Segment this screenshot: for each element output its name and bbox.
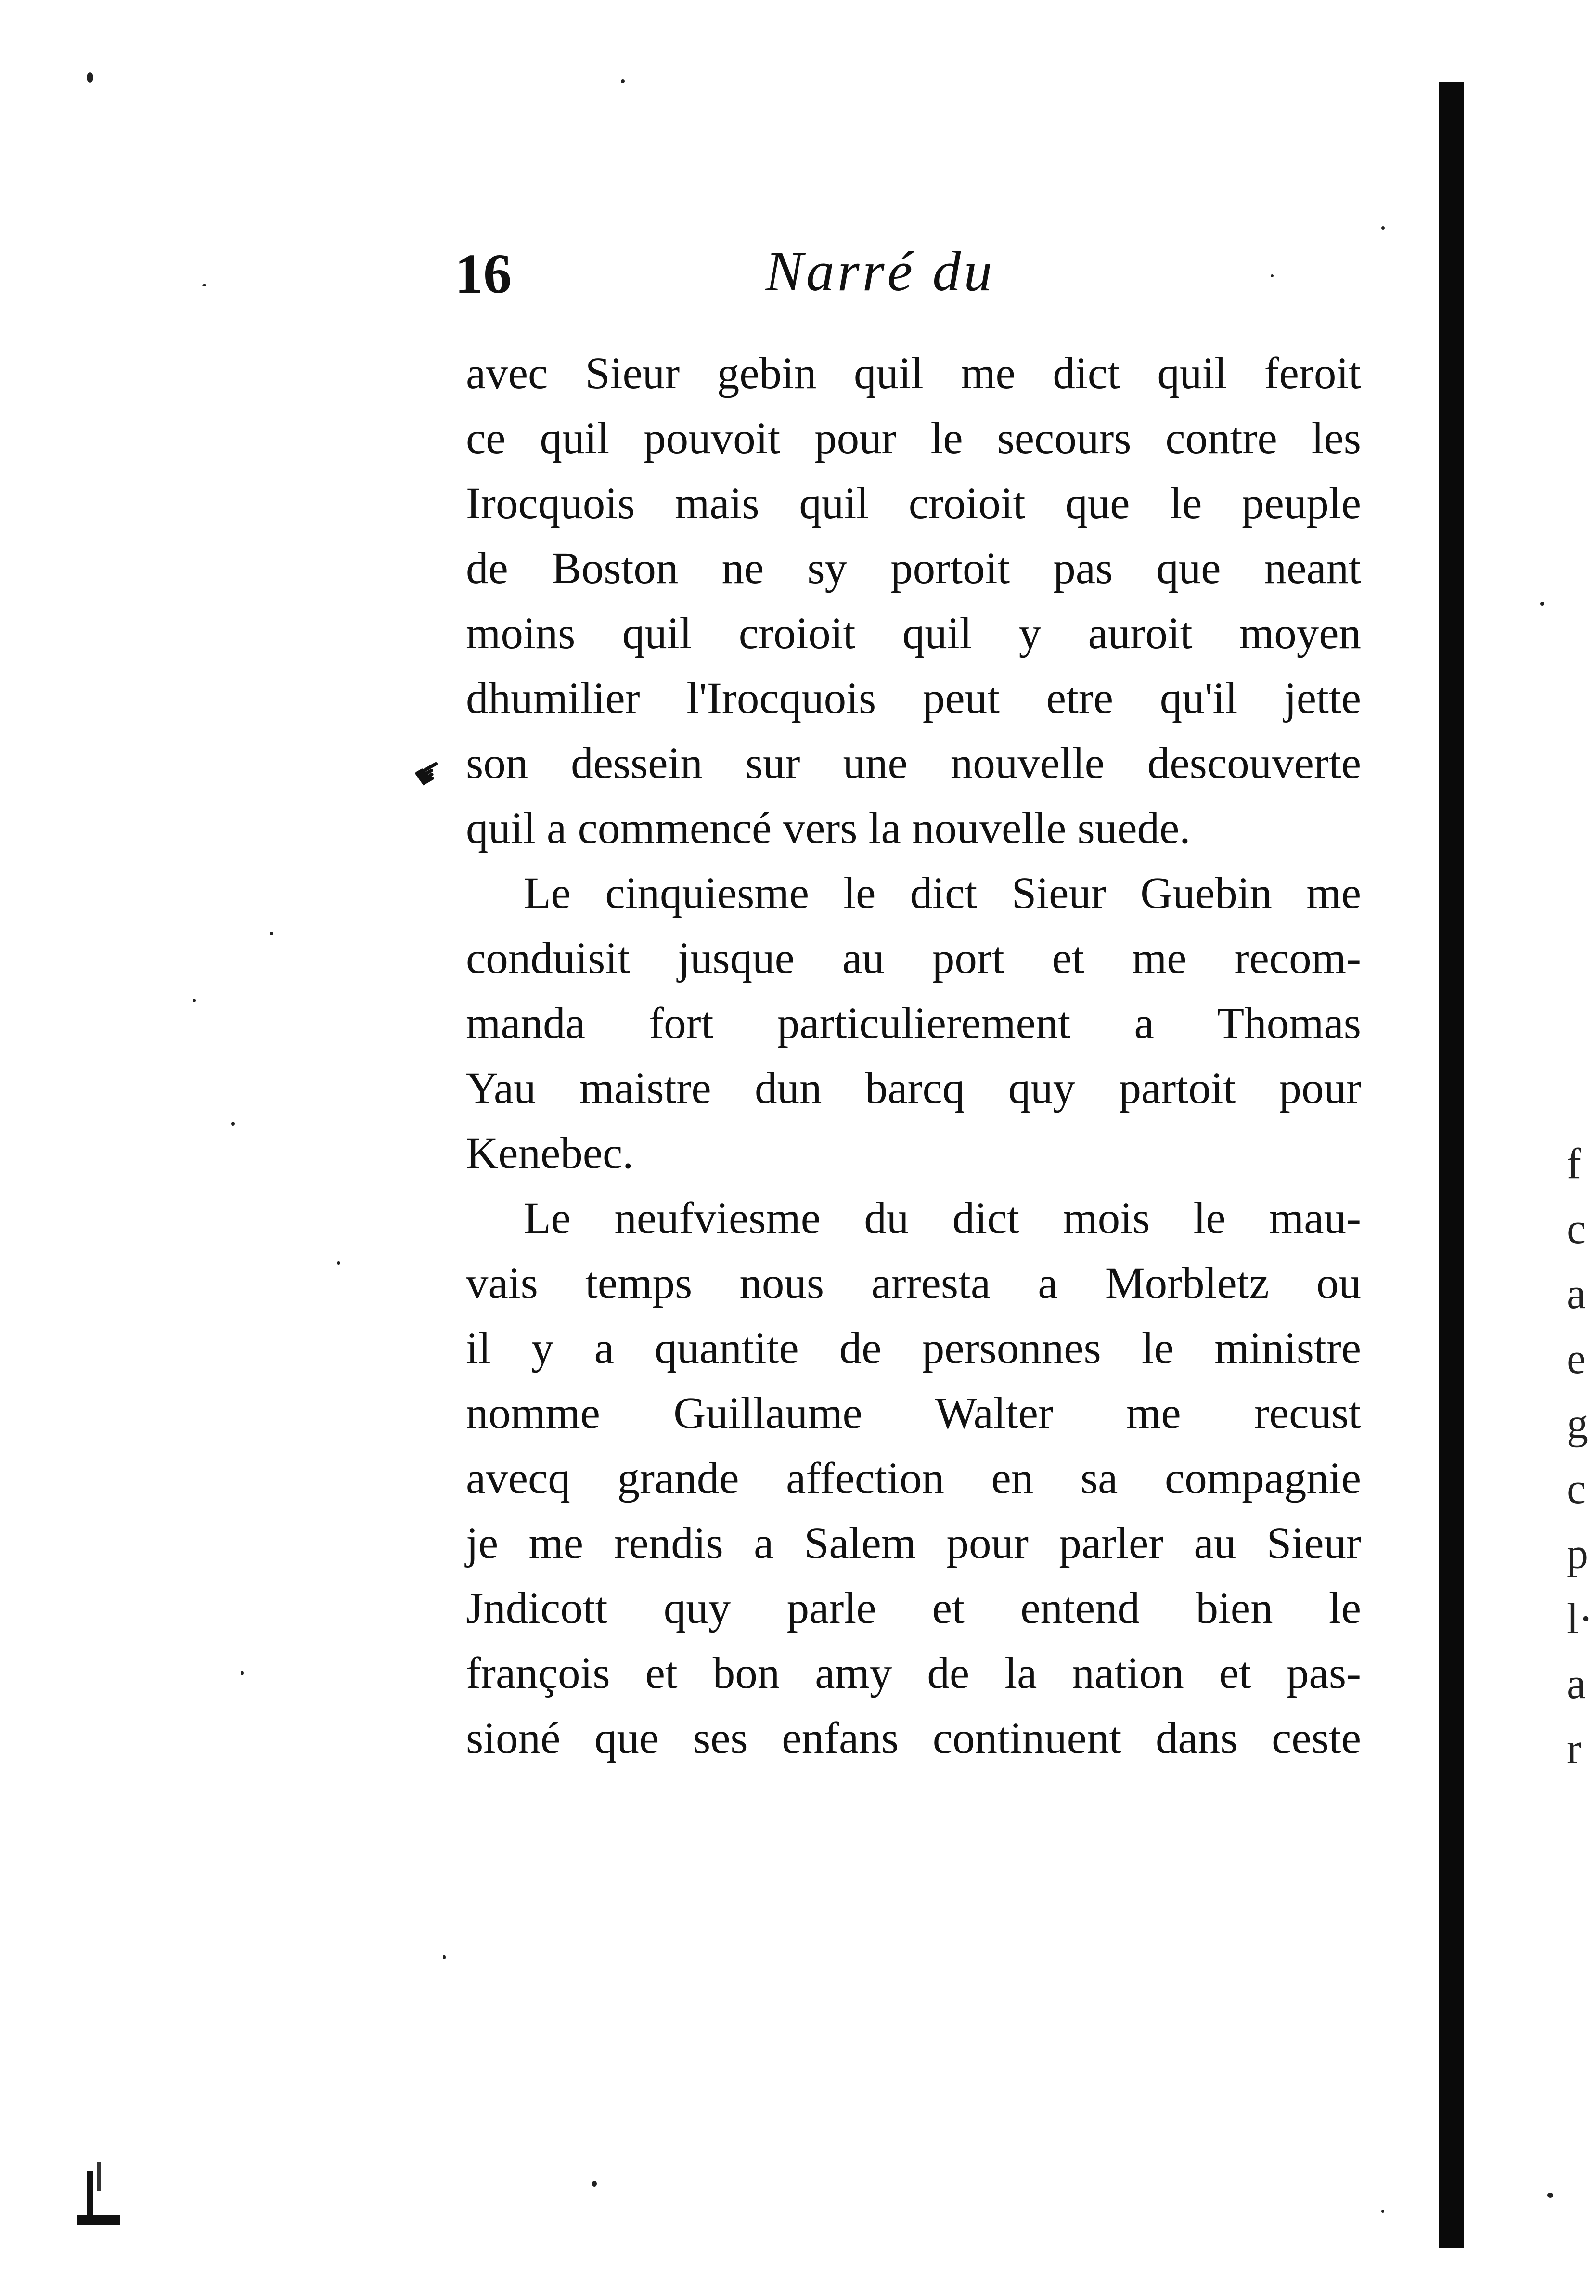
scan-speck: [241, 1671, 244, 1675]
facing-letter: f: [1567, 1140, 1581, 1188]
scan-speck: [337, 1261, 340, 1265]
scan-speck: [270, 932, 273, 935]
text-line: manda fort particulierement a Thomas: [466, 999, 1361, 1048]
text-line: avec Sieur gebin quil me dict quil feroit: [466, 349, 1361, 398]
facing-letter: c: [1567, 1465, 1586, 1513]
text-line: conduisit jusque au port et me recom-: [466, 934, 1361, 983]
page-number: 16: [455, 242, 512, 305]
book-gutter-shadow: [1439, 82, 1464, 2248]
text-line: Irocquois mais quil croioit que le peuple: [466, 479, 1361, 528]
scan-speck: [87, 72, 93, 83]
pointing-hand-icon: ☛: [406, 748, 452, 798]
text-line: je me rendis a Salem pour parler au Sieur: [466, 1518, 1361, 1568]
text-line: Yau maistre dun barcq quy partoit pour: [466, 1064, 1361, 1113]
scan-speck: [1381, 2210, 1384, 2213]
scan-speck: [1547, 2193, 1553, 2198]
facing-letter: c: [1567, 1205, 1586, 1253]
text-line: françois et bon amy de la nation et pas-: [466, 1648, 1361, 1698]
scan-speck: [1271, 274, 1274, 277]
text-line: nomme Guillaume Walter me recust: [466, 1388, 1361, 1438]
scan-speck: [1381, 226, 1385, 230]
facing-letter: l·: [1567, 1595, 1593, 1643]
text-line: sioné que ses enfans continuent dans ceste: [466, 1713, 1361, 1763]
text-line: moins quil croioit quil y auroit moyen: [466, 609, 1361, 658]
facing-letter: g: [1567, 1400, 1588, 1448]
scan-speck: [231, 1122, 235, 1126]
scan-speck: [1540, 602, 1544, 606]
scan-speck: [592, 2181, 597, 2187]
text-line: son dessein sur une nouvelle descouverte: [466, 739, 1361, 788]
text-line: ce quil pouvoit pour le secours contre les: [466, 414, 1361, 463]
facing-page-edge: [1567, 1131, 1596, 1781]
text-line: Jndicott quy parle et entend bien le: [466, 1583, 1361, 1633]
text-line: il y a quantite de personnes le ministre: [466, 1323, 1361, 1373]
scan-speck: [443, 1955, 446, 1959]
text-line: vais temps nous arresta a Morbletz ou: [466, 1258, 1361, 1308]
running-title: Narré du: [765, 240, 995, 303]
scan-speck: [202, 284, 206, 286]
scan-speck: [621, 79, 625, 83]
text-line: quil a commencé vers la nouvelle suede.: [466, 804, 1191, 853]
body-text: [466, 341, 1361, 1771]
scan-speck: [193, 999, 196, 1002]
facing-letter: p: [1567, 1530, 1588, 1578]
text-line: dhumilier l'Irocquois peut etre qu'il jette: [466, 674, 1361, 723]
facing-letter: e: [1567, 1335, 1586, 1383]
facing-letter: r: [1567, 1725, 1581, 1773]
scan-artifact: [72, 2152, 125, 2229]
paragraph-start-line: Le cinquiesme le dict Sieur Guebin me: [524, 869, 1361, 918]
paragraph-start-line: Le neufviesme du dict mois le mau-: [524, 1193, 1361, 1243]
facing-letter: a: [1567, 1270, 1586, 1318]
text-line: de Boston ne sy portoit pas que neant: [466, 544, 1361, 593]
facing-letter: a: [1567, 1660, 1586, 1708]
text-line: avecq grande affection en sa compagnie: [466, 1453, 1361, 1503]
text-line: Kenebec.: [466, 1129, 634, 1178]
